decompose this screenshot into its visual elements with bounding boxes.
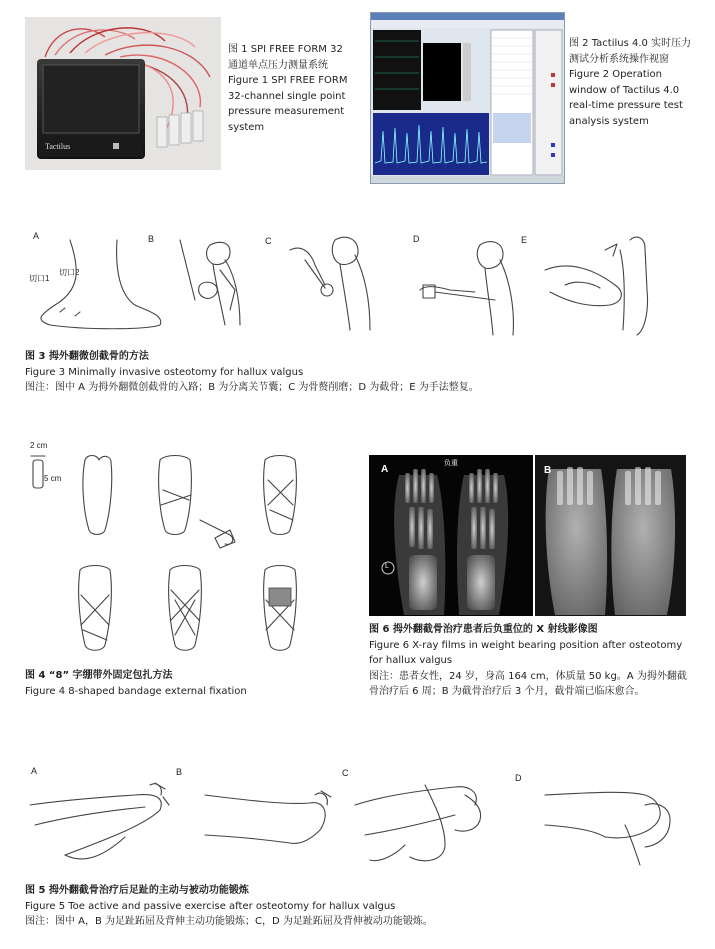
- fig6-xray-a: [369, 455, 533, 616]
- fig2-caption-en: Figure 2 Operation window of Tactilus 4.0 real-time pressure test analysis system: [569, 69, 683, 127]
- fig6-weight-label: 负重: [444, 460, 458, 467]
- fig5-note: 图注：图中 A，B 为足趾跖屈及背伸主动功能锻炼；C，D 为足趾跖屈及背伸被动功能锻炼。: [25, 916, 433, 927]
- fig6-label-a: A: [381, 464, 389, 475]
- fig1-caption-en: Figure 1 SPI FREE FORM 32-channel single point pressure measurement system: [228, 75, 348, 133]
- fig5-title-en: Figure 5 Toe active and passive exercise after osteotomy for hallux valgus: [25, 900, 396, 912]
- fig2-caption-cn: 图 2 Tactilus 4.0 实时压力测试分析系统操作视窗: [569, 38, 692, 65]
- fig5-title-cn: 图 5 拇外翻截骨治疗后足趾的主动与被动功能锻炼: [25, 885, 249, 896]
- fig5-label-b: B: [176, 767, 183, 777]
- fig3-title-cn: 图 3 拇外翻微创截骨的方法: [25, 351, 149, 362]
- fig3-label-e: E: [521, 235, 528, 245]
- fig6-marker: L: [385, 563, 389, 570]
- fig6-title-cn: 图 6 拇外翻截骨治疗患者后负重位的 X 射线影像图: [369, 624, 598, 635]
- fig3-title-en: Figure 3 Minimally invasive osteotomy for hallux valgus: [25, 366, 304, 378]
- fig2-caption: [569, 36, 694, 129]
- fig4-dim-height: 5 cm: [44, 474, 62, 483]
- fig6-xray-b: [535, 455, 686, 616]
- fig3-note: 图注：图中 A 为拇外翻微创截骨的入路；B 为分离关节囊；C 为骨赘削磨；D 为截骨；E 为手法整复。: [25, 382, 479, 393]
- fig4-dim-width: 2 cm: [30, 441, 48, 450]
- fig3-incision-1: 切口1: [29, 274, 50, 283]
- fig5-drawings: [25, 775, 690, 875]
- fig3-label-a: A: [33, 231, 40, 241]
- fig5-caption: [25, 883, 690, 930]
- fig3-caption: [25, 349, 685, 396]
- fig4-title-en: Figure 4 8-shaped bandage external fixation: [25, 685, 247, 697]
- fig6-label-b: B: [544, 465, 552, 476]
- fig3-drawings: [25, 230, 685, 340]
- fig3-incision-2: 切口2: [59, 268, 80, 277]
- fig4-drawings: [25, 450, 345, 660]
- fig5-label-d: D: [515, 773, 522, 783]
- fig6-note: 图注：患者女性，24 岁，身高 164 cm，体质量 50 kg。A 为拇外翻截骨治疗后 6 周；B 为截骨治疗后 3 个月，截骨端已临床愈合。: [369, 670, 687, 697]
- fig1-caption: [228, 42, 353, 135]
- fig1-photo: [25, 17, 221, 170]
- fig1-caption-cn: 图 1 SPI FREE FORM 32 通道单点压力测量系统: [228, 44, 343, 71]
- fig5-label-c: C: [342, 768, 349, 778]
- fig6-title-en: Figure 6 X-ray films in weight bearing position after osteotomy for hallux valgus: [369, 639, 683, 666]
- fig4-caption: [25, 668, 345, 699]
- fig6-caption: [369, 622, 687, 700]
- fig3-label-c: C: [265, 236, 272, 246]
- fig4-title-cn: 图 4 “8” 字绷带外固定包扎方法: [25, 670, 173, 681]
- fig5-label-a: A: [31, 766, 38, 776]
- fig3-label-b: B: [148, 234, 155, 244]
- fig3-label-d: D: [413, 234, 420, 244]
- fig2-screenshot: [370, 12, 565, 184]
- device-logo: Tactilus: [45, 142, 71, 151]
